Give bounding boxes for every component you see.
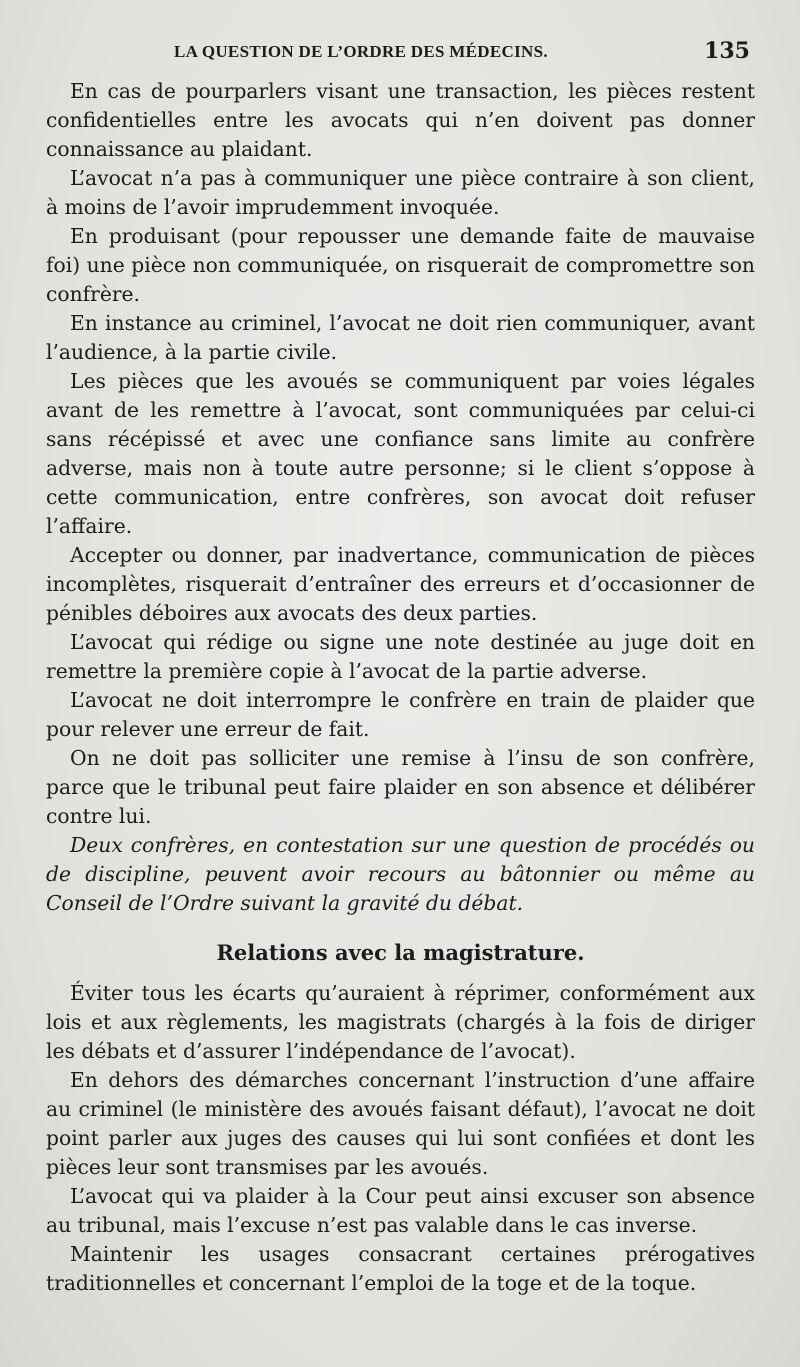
paragraph: Les pièces que les avoués se communiquent par voies légales avant de les remettre à l’avocat, sont communiquées par celui-ci sans récépissé et avec une confiance sans limite au confrère adverse, mais non à toute autre personne; si le client s’oppose à cette communication, entre confrères, son avocat doit refuser l’affaire. bbox=[46, 369, 755, 538]
paragraph: Maintenir les usages consacrant certaines prérogatives traditionnelles et concernant l’emploi de la toge et de la toque. bbox=[46, 1242, 755, 1295]
page-number: 135 bbox=[704, 38, 750, 64]
page-body bbox=[46, 77, 755, 1298]
running-title: LA QUESTION DE L’ORDRE DES MÉDECINS. bbox=[174, 42, 548, 61]
section-heading: Relations avec la magistrature. bbox=[216, 940, 585, 965]
paragraph: L’avocat n’a pas à communiquer une pièce contraire à son client, à moins de l’avoir imprudemment invoquée. bbox=[46, 166, 755, 219]
paragraph: En dehors des démarches concernant l’instruction d’une affaire au criminel (le ministère des avoués faisant défaut), l’avocat ne doit point parler aux juges des causes qui lui sont confiées et dont les pièces leur sont transmises par les avoués. bbox=[46, 1068, 755, 1179]
paragraph: Accepter ou donner, par inadvertance, communication de pièces incomplètes, risquerait d’entraîner des erreurs et d’occasionner de pénibles déboires aux avocats des deux parties. bbox=[46, 543, 755, 625]
paragraph: L’avocat ne doit interrompre le confrère en train de plaider que pour relever une erreur de fait. bbox=[46, 688, 755, 741]
page-header bbox=[0, 38, 800, 68]
paragraph: On ne doit pas solliciter une remise à l’insu de son confrère, parce que le tribunal peut faire plaider en son absence et délibérer contre lui. bbox=[46, 746, 755, 828]
paragraph: En produisant (pour repousser une demande faite de mauvaise foi) une pièce non communiquée, on risquerait de compromettre son confrère. bbox=[46, 224, 755, 306]
paragraph: En cas de pourparlers visant une transaction, les pièces restent confidentielles entre les avocats qui n’en doivent pas donner connaissance au plaidant. bbox=[46, 79, 755, 161]
paragraph: L’avocat qui va plaider à la Cour peut ainsi excuser son absence au tribunal, mais l’excuse n’est pas valable dans le cas inverse. bbox=[46, 1184, 755, 1237]
italic-paragraph: Deux confrères, en contestation sur une question de procédés ou de discipline, peuvent avoir recours au bâtonnier ou même au Conseil de l’Ordre suivant la gravité du débat. bbox=[46, 833, 755, 915]
paragraph: L’avocat qui rédige ou signe une note destinée au juge doit en remettre la première copie à l’avocat de la partie adverse. bbox=[46, 630, 755, 683]
paragraph: Éviter tous les écarts qu’auraient à réprimer, conformément aux lois et aux règlements, les magistrats (chargés à la fois de diriger les débats et d’assurer l’indépendance de l’avocat). bbox=[46, 981, 755, 1063]
paragraph: En instance au criminel, l’avocat ne doit rien communiquer, avant l’audience, à la partie civile. bbox=[46, 311, 755, 364]
